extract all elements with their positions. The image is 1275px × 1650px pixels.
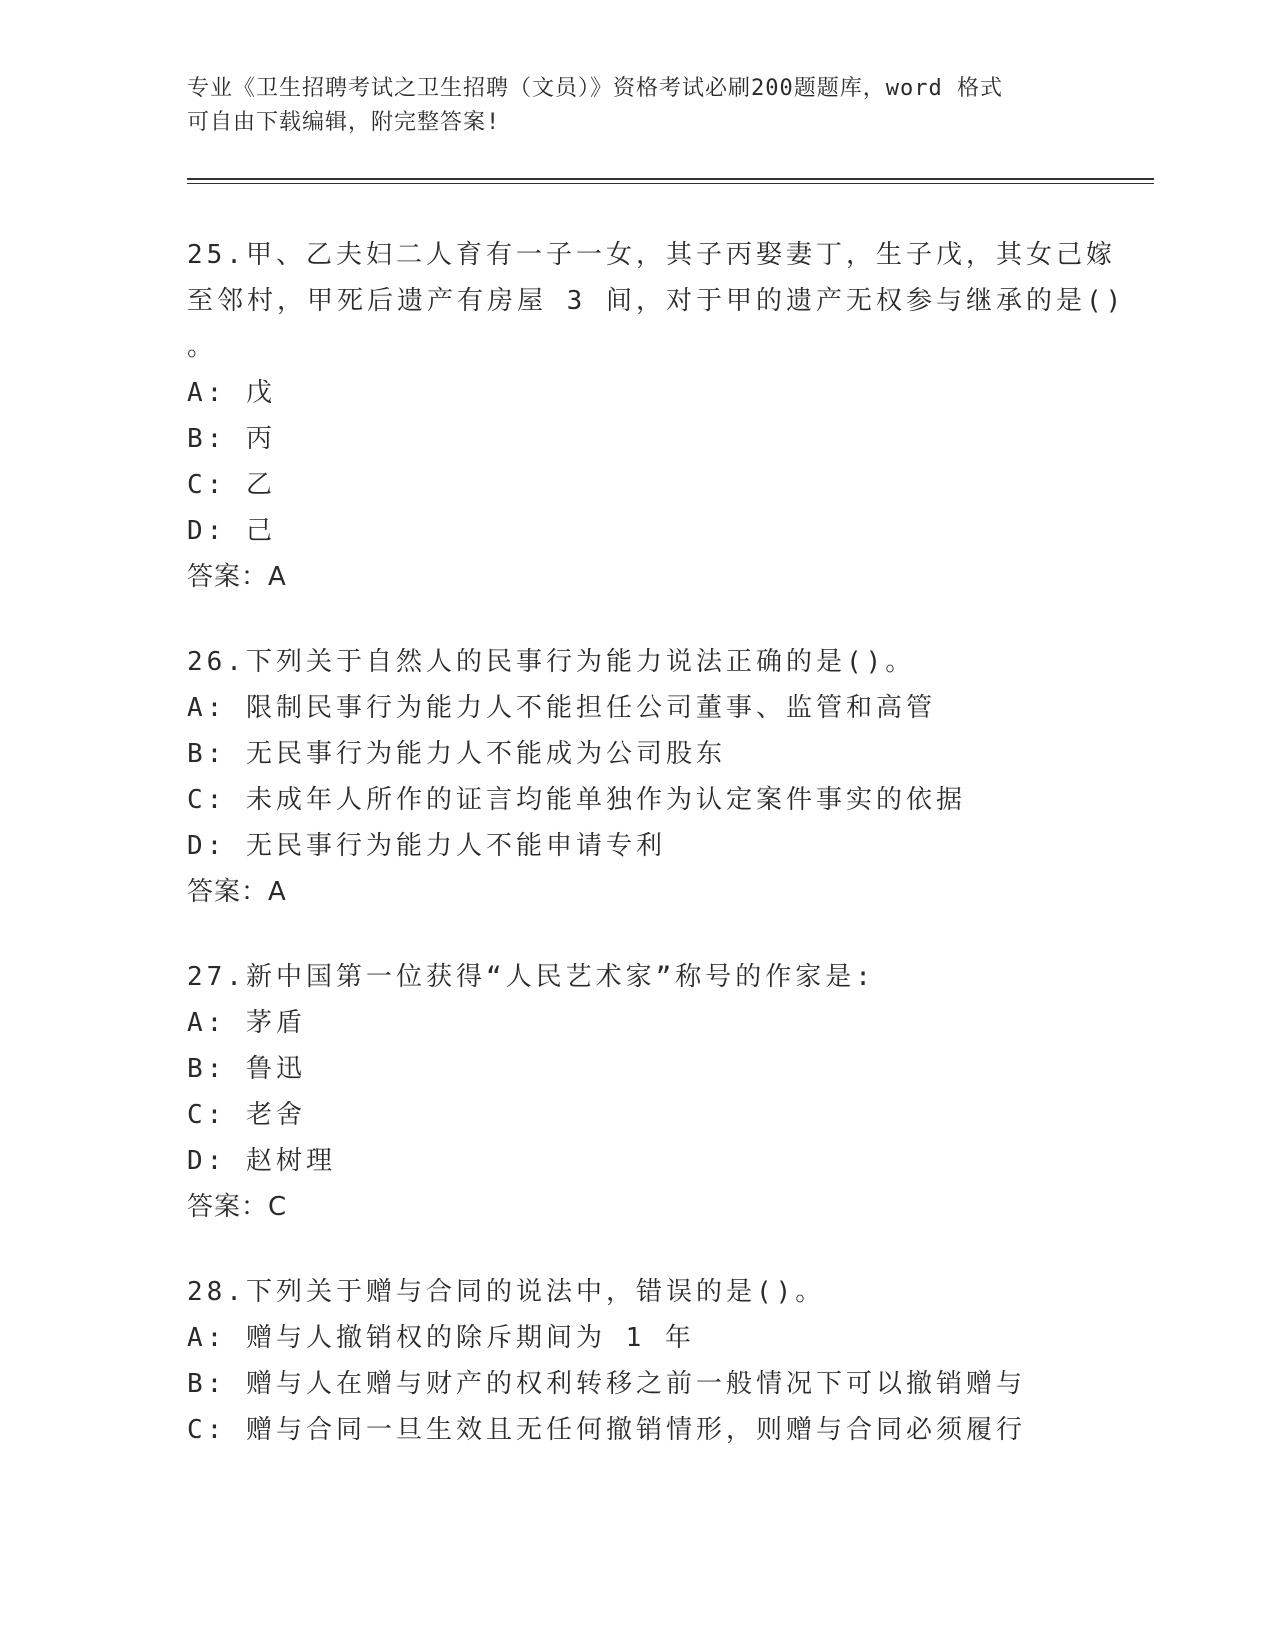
question-stem-line: 至邻村，甲死后遗产有房屋 3 间，对于甲的遗产无权参与继承的是() <box>187 286 1126 316</box>
option-b: B: 鲁迅 <box>187 1054 306 1084</box>
option-a: A: 赠与人撤销权的除斥期间为 1 年 <box>187 1323 695 1353</box>
question-28 <box>187 1269 1087 1453</box>
option-c: C: 赠与合同一旦生效且无任何撤销情形，则赠与合同必须履行 <box>187 1415 1026 1445</box>
question-list <box>187 232 1126 1492</box>
option-a: A: 限制民事行为能力人不能担任公司董事、监管和高管 <box>187 693 936 723</box>
option-c: C: 老舍 <box>187 1100 306 1130</box>
answer: 答案：A <box>187 562 287 592</box>
question-stem-line: 26.下列关于自然人的民事行为能力说法正确的是()。 <box>187 647 916 677</box>
option-d: D: 己 <box>187 516 276 546</box>
answer: 答案：A <box>187 877 287 907</box>
option-b: B: 无民事行为能力人不能成为公司股东 <box>187 739 726 769</box>
question-stem-line: 28.下列关于赠与合同的说法中，错误的是()。 <box>187 1277 826 1307</box>
answer: 答案：C <box>187 1192 288 1222</box>
option-a: A: 戊 <box>187 378 276 408</box>
document-header <box>187 72 1087 140</box>
question-27 <box>187 954 1087 1230</box>
option-b: B: 丙 <box>187 424 276 454</box>
option-b: B: 赠与人在赠与财产的权利转移之前一般情况下可以撤销赠与 <box>187 1369 1026 1399</box>
option-d: D: 赵树理 <box>187 1146 336 1176</box>
option-d: D: 无民事行为能力人不能申请专利 <box>187 831 666 861</box>
question-25 <box>187 232 1126 600</box>
option-c: C: 乙 <box>187 470 276 500</box>
question-stem-line: 。 <box>187 332 218 362</box>
question-stem-line: 25.甲、乙夫妇二人育有一子一女，其子丙娶妻丁，生子戊，其女己嫁 <box>187 240 1116 270</box>
header-line-2: 可自由下载编辑，附完整答案! <box>187 110 501 135</box>
option-c: C: 未成年人所作的证言均能单独作为认定案件事实的依据 <box>187 785 966 815</box>
option-a: A: 茅盾 <box>187 1008 306 1038</box>
question-stem-line: 27.新中国第一位获得“人民艺术家”称号的作家是: <box>187 962 875 992</box>
question-26 <box>187 639 1087 915</box>
header-line-1: 专业《卫生招聘考试之卫生招聘（文员）》资格考试必刷200题题库，word 格式 <box>187 76 1003 101</box>
header-divider-thin <box>187 183 1154 184</box>
header-divider-thick <box>187 178 1154 180</box>
